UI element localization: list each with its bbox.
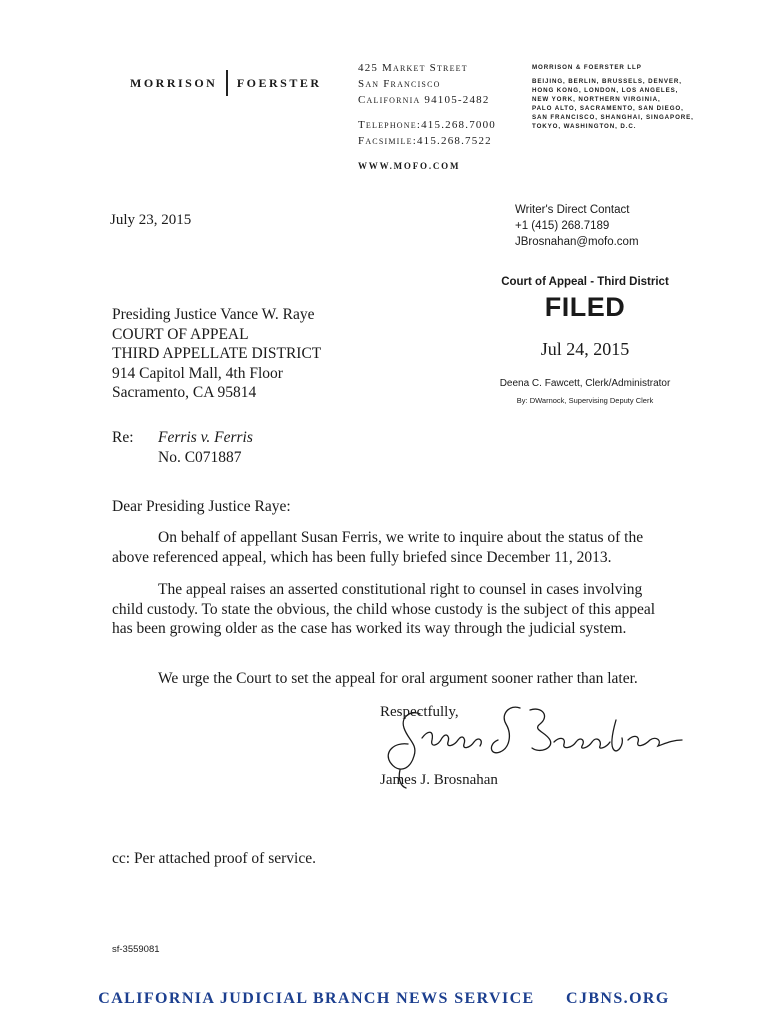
letter-date: July 23, 2015 bbox=[110, 212, 192, 228]
office-line: BEIJING, BERLIN, BRUSSELS, DENVER, bbox=[532, 78, 682, 85]
office-line: TOKYO, WASHINGTON, D.C. bbox=[532, 123, 637, 130]
firm-fax: Facsimile:415.268.7522 bbox=[358, 135, 492, 147]
recipient-address bbox=[112, 305, 321, 403]
firm-address-block bbox=[358, 60, 496, 174]
closing: Respectfully, bbox=[380, 704, 459, 720]
stamp-deputy: By: DWarnock, Supervising Deputy Clerk bbox=[516, 396, 654, 405]
contact-phone: +1 (415) 268.7189 bbox=[515, 220, 610, 232]
signer-name: James J. Brosnahan bbox=[380, 772, 498, 788]
salutation: Dear Presiding Justice Raye: bbox=[112, 498, 291, 515]
stamp-date: Jul 24, 2015 bbox=[540, 339, 630, 359]
logo-divider bbox=[226, 70, 228, 96]
contact-email: JBrosnahan@mofo.com bbox=[515, 236, 639, 248]
firm-name: MORRISON & FOERSTER LLP bbox=[532, 64, 642, 71]
writer-contact bbox=[515, 202, 639, 250]
stamp-clerk: Deena C. Fawcett, Clerk/Administrator bbox=[499, 378, 671, 389]
footer-site-link[interactable]: CJBNS.ORG bbox=[566, 990, 670, 1007]
contact-heading: Writer's Direct Contact bbox=[515, 204, 630, 216]
firm-website: WWW.MOFO.COM bbox=[358, 161, 461, 171]
body-paragraph: We urge the Court to set the appeal for oral argument sooner rather than later. bbox=[158, 670, 638, 687]
body-paragraph: The appeal raises an asserted constitutional right to counsel in cases involving child custody. To state the obvious, the child whose custody is the subject of this appeal has been growing older as the case has worked its way through the judicial system. bbox=[112, 581, 656, 637]
recipient-line: THIRD APPELLATE DISTRICT bbox=[112, 345, 322, 362]
recipient-line: Presiding Justice Vance W. Raye bbox=[112, 306, 315, 323]
logo-right-word: FOERSTER bbox=[236, 75, 322, 90]
stamp-court: Court of Appeal - Third District bbox=[501, 276, 669, 288]
address-line: California 94105-2482 bbox=[358, 94, 490, 106]
office-line: PALO ALTO, SACRAMENTO, SAN DIEGO, bbox=[532, 105, 684, 112]
firm-logo bbox=[130, 70, 322, 96]
firm-phone: Telephone:415.268.7000 bbox=[358, 119, 497, 131]
stamp-filed-label: FILED bbox=[544, 292, 626, 322]
filed-stamp bbox=[420, 276, 750, 405]
recipient-line: Sacramento, CA 95814 bbox=[112, 384, 257, 401]
office-line: HONG KONG, LONDON, LOS ANGELES, bbox=[532, 87, 679, 94]
cc-line: cc: Per attached proof of service. bbox=[112, 850, 316, 867]
re-label: Re: bbox=[112, 429, 134, 446]
office-line: NEW YORK, NORTHERN VIRGINIA, bbox=[532, 96, 661, 103]
logo-left-word: MORRISON bbox=[130, 75, 218, 90]
recipient-line: COURT OF APPEAL bbox=[112, 325, 249, 343]
body-paragraph: On behalf of appellant Susan Ferris, we write to inquire about the status of the above referenced appeal, which has been fully briefed since December 11, 2013. bbox=[112, 529, 644, 566]
firm-offices-block bbox=[532, 63, 694, 131]
recipient-line: 914 Capitol Mall, 4th Floor bbox=[112, 364, 283, 382]
address-line: San Francisco bbox=[358, 78, 441, 90]
case-number: No. C071887 bbox=[158, 448, 242, 466]
document-number: sf-3559081 bbox=[112, 944, 160, 955]
address-line: 425 Market Street bbox=[358, 62, 468, 74]
re-line bbox=[112, 428, 253, 467]
footer-banner bbox=[0, 990, 768, 1008]
footer-service: CALIFORNIA JUDICIAL BRANCH NEWS SERVICE bbox=[98, 990, 535, 1007]
office-line: SAN FRANCISCO, SHANGHAI, SINGAPORE, bbox=[532, 114, 694, 121]
case-name: Ferris v. Ferris bbox=[158, 429, 253, 446]
